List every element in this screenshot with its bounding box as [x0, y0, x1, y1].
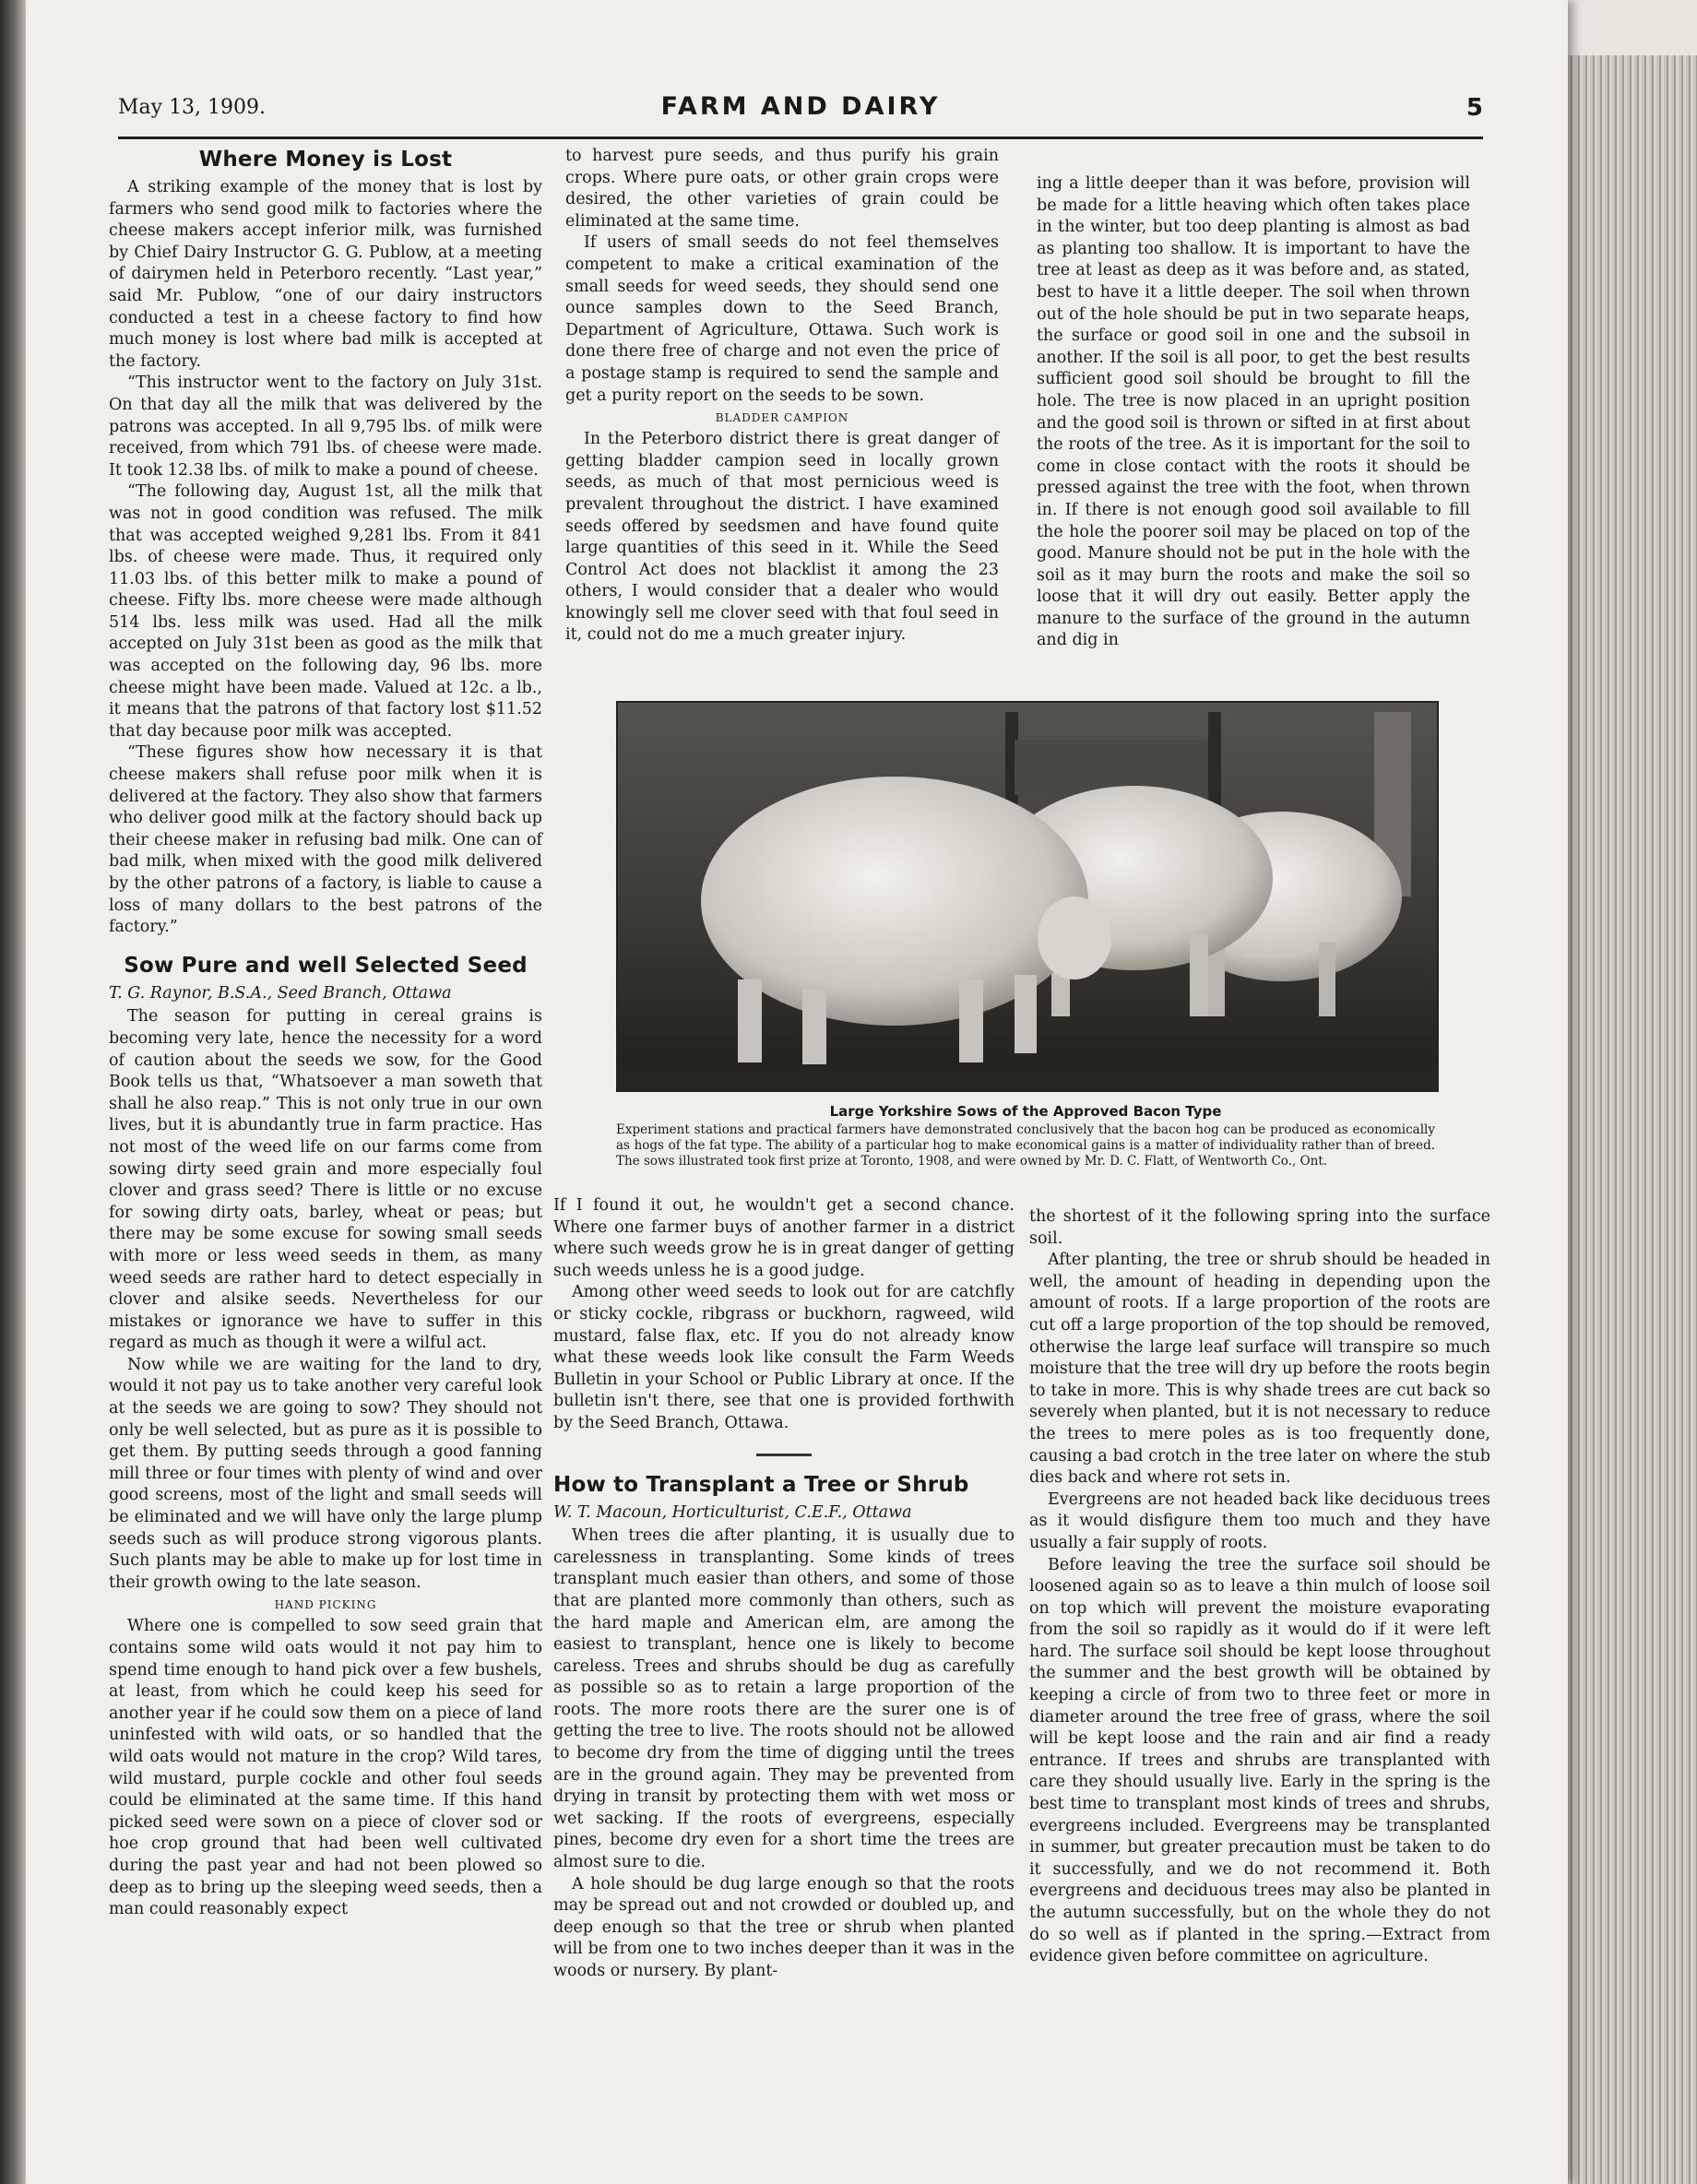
photo-illustration: [618, 703, 1437, 1090]
yorkshire-sows-photo: [616, 701, 1439, 1092]
paragraph: ing a little deeper than it was before, provision will be made for a little heaving which often takes place in the winter, but too deep planting is almost as bad as planting too shallow. It is important to have the tree at least as deep as it was before and, as stated, best to have it a little deeper. The soil when thrown out of the hole should be put in two separate heaps, the surface or good soil in one and the subsoil in another. If the soil is all poor, to get the best results sufficient good soil should be brought to fill the hole. The tree is now placed in an upright position and the good soil is thrown or sifted in at first about the roots of the tree. As it is important for the soil to come in close contact with the roots it should be pressed against the tree with the foot, when thrown in. If there is not enough good soil available to fill the hole the poorer soil may be placed on top of the good. Manure should not be put in the hole with the soil as it may burn the roots and make the soil so loose that it will dry out easily. Better apply the manure to the surface of the ground in the autumn and dig in: [1037, 174, 1470, 650]
paragraph: “This instructor went to the factory on July 31st. On that day all the milk that was delivered by the patrons was accepted. In all 9,795 lbs. of milk were received, from which 791 lbs. of cheese were made. It took 12.38 lbs. of milk to make a pound of cheese.: [109, 374, 542, 480]
paragraph: the shortest of it the following spring into the surface soil.: [1029, 1207, 1490, 1248]
paragraph: After planting, the tree or shrub should be headed in well, the amount of heading in depending upon the amount of roots. If a large proportion of the roots are cut off a large proportion of the top should be removed, otherwise the large leaf surface will transpire so much moisture that the tree will dry up before the roots begin to take in more. This is why shade trees are cut back so severely when planted, but it is not necessary to reduce the trees to mere poles as is too frequently done, causing a bad crotch in the tree later on where the stub dies back and where rot sets in.: [1029, 1251, 1490, 1488]
page-header: [118, 92, 1483, 139]
paragraph: Among other weed seeds to look out for are catchfly or sticky cockle, ribgrass or buckhorn, ragweed, wild mustard, false flax, etc. If you do not already know what these weeds look like consult the Farm Weeds Bulletin in your School or Public Library at once. If the bulletin isn't there, see that one is provided forthwith by the Seed Branch, Ottawa.: [553, 1283, 1015, 1432]
paragraph: Evergreens are not headed back like deciduous trees as it would disfigure them too much and they have usually a fair supply of roots.: [1029, 1490, 1490, 1552]
column-3-top: [1037, 173, 1470, 652]
caption-title: Large Yorkshire Sows of the Approved Bacon Type: [829, 1103, 1222, 1120]
paragraph: The season for putting in cereal grains is becoming very late, hence the necessity for a word of caution about the seeds we sow, for the Good Book tells us that, “Whatsoever a man soweth that shall he also reap.” This is not only true in our own lives, but it is abundantly true in farm practice. Has not most of the weed life on our farms come from sowing dirty seed grain and more especially foul clover and grass seed? There is little or no excuse for sowing dirty oats, barley, wheat or peas; but there may be some excuse for sowing small seeds with more or less weed seeds in them, as many weed seeds are rather hard to detect especially in clover and alsike seeds. Nevertheless for our mistakes or ignorance we have to suffer in this regard as much as though it were a wilful act.: [109, 1007, 542, 1353]
subhead-hand-picking: HAND PICKING: [274, 1598, 377, 1612]
paragraph: A striking example of the money that is lost by farmers who send good milk to factories where the cheese makers accept inferior milk, was furnished by Chief Dairy Instructor G. G. Publow, at a meeting of dairymen held in Peterboro recently. “Last year,” said Mr. Publow, “one of our dairy instructors conducted a test in a cheese factory to find how much money is lost where bad milk is accepted at the factory.: [109, 178, 542, 371]
byline: T. G. Raynor, B.S.A., Seed Branch, Ottawa: [109, 983, 452, 1003]
subhead-bladder-campion: BLADDER CAMPION: [715, 411, 849, 425]
column-1: [109, 146, 542, 1921]
book-spine: [0, 0, 28, 2184]
paragraph: Now while we are waiting for the land to dry, would it not pay us to take another very careful look at the seeds we are going to sow? They should not only be well selected, but as pure as it is possible to get them. By putting seeds through a good fanning mill three or four times with plenty of wind and over good screens, most of the light and small seeds will be eliminated and we will have only the large plump seeds such as will produce strong vigorous plants. Such plants may be able to make up for lost time in their growth owing to the late season.: [109, 1355, 542, 1592]
page-number: 5: [1466, 94, 1483, 122]
paragraph: A hole should be dug large enough so that the roots may be spread out and not crowded or doubled up, and deep enough so that the tree or shrub when planted will be from one to two inches deeper than it was in the woods or nursery. By plant-: [553, 1874, 1015, 1980]
column-2-top: [565, 146, 999, 647]
section-rule: [756, 1454, 812, 1456]
paragraph: Before leaving the tree the surface soil should be loosened again so as to leave a thin mulch of loose soil on top which will prevent the moisture evaporating from the soil so rapidly as it would do if it were left hard. The surface soil should be kept loose throughout the summer and the best growth will be obtained by keeping a circle of from two to three feet or more in diameter around the tree free of grass, where the soil will be kept loose and the rain and air find a ready entrance. If trees and shrubs are transplanted with care they should usually live. Early in the spring is the best time to transplant most kinds of trees and shrubs, evergreens included. Evergreens may be transplanted in summer, but greater precaution must be taken to do it successfully, and we do not recommend it. Both evergreens and deciduous trees may also be planted in the autumn successfully, but on the whole they do not do so well as if planted in the spring.—Extract from evidence given before committee on agriculture.: [1029, 1555, 1490, 1966]
column-3-bottom: [1029, 1206, 1490, 1968]
issue-date: May 13, 1909.: [118, 96, 267, 119]
newspaper-page: [26, 0, 1568, 2184]
photo-caption: [616, 1103, 1435, 1169]
page-edges: [1568, 55, 1697, 2184]
paragraph: “These figures show how necessary it is that cheese makers shall refuse poor milk when it is delivered at the factory. They also show that farmers who deliver good milk at the factory should back up their cheese maker in refusing bad milk. One can of bad milk, when mixed with the good milk delivered by the other patrons of a factory, is liable to cause a loss of many dollars to the best patrons of the factory.”: [109, 743, 542, 937]
article-title-transplant-tree: How to Transplant a Tree or Shrub: [553, 1472, 969, 1497]
paragraph: to harvest pure seeds, and thus purify his grain crops. Where pure oats, or other grain crops were desired, the other varieties of grain could be eliminated at the same time.: [565, 147, 999, 231]
paragraph: If users of small seeds do not feel themselves competent to make a critical examination of the small seeds for weed seeds, they should send one ounce samples down to the Seed Branch, Department of Agriculture, Ottawa. Such work is done there free of charge and not even the price of a postage stamp is required to send the sample and get a purity report on the seeds to be sown.: [565, 233, 999, 405]
article-title-sow-pure-seed: Sow Pure and well Selected Seed: [124, 953, 528, 978]
paragraph: If I found it out, he wouldn't get a second chance. Where one farmer buys of another farmer in a district where such weeds grow he is in great danger of getting such weeds unless he is a good judge.: [553, 1196, 1015, 1280]
paragraph: “The following day, August 1st, all the milk that was not in good condition was refused. The milk that was accepted weighed 9,281 lbs. From it 841 lbs. of cheese were made. Thus, it required only 11.03 lbs. of this better milk to make a pound of cheese. Fifty lbs. more cheese were made although 514 lbs. less milk was used. Had all the milk accepted on July 31st been as good as the milk that was accepted on the following day, 96 lbs. more cheese might have been made. Valued at 12c. a lb., it means that the patrons of that factory lost $11.52 that day because poor milk was accepted.: [109, 482, 542, 741]
byline: W. T. Macoun, Horticulturist, C.E.F., Ottawa: [553, 1502, 912, 1522]
paragraph: Where one is compelled to sow seed grain that contains some wild oats would it not pay him to spend time enough to hand pick over a few bushels, at least, from which he could keep his seed for another year if he could sow them on a piece of land uninfested with wild oats, or so handled that the wild oats would not mature in the crop? Wild tares, wild mustard, purple cockle and other foul seeds could be eliminated at the same time. If this hand picked seed were sown on a piece of clover sod or hoe crop ground that had been well cultivated during the past year and had not been plowed so deep as to bring up the sleeping weed seeds, then a man could reasonably expect: [109, 1617, 542, 1919]
article-title-where-money-is-lost: Where Money is Lost: [198, 148, 453, 172]
masthead: FARM AND DAIRY: [660, 92, 941, 121]
paragraph: In the Peterboro district there is great danger of getting bladder campion seed in locally grown seeds, as much of that most pernicious weed is prevalent throughout the district. I have examined seeds offered by seedsmen and have found quite large quantities of this seed in it. While the Seed Control Act does not blacklist it among the 23 others, I would consider that a dealer who would knowingly sell me clover seed with that foul seed in it, could not do me a much greater injury.: [565, 430, 999, 645]
caption-text: Experiment stations and practical farmers have demonstrated conclusively that the bacon hog can be produced as economically as hogs of the fat type. The ability of a particular hog to make economical gains is a matter of individuality rather than of breed. The sows illustrated took first prize at Toronto, 1908, and were owned by Mr. D. C. Flatt, of Wentworth Co., Ont.: [616, 1122, 1435, 1169]
column-2-bottom: [553, 1195, 1015, 1983]
paragraph: When trees die after planting, it is usually due to carelessness in transplanting. Some kinds of trees transplant much easier than others, and some of those that are planted more commonly than others, such as the hard maple and American elm, are among the easiest to transplant, hence one is likely to become careless. Trees and shrubs should be dug as carefully as possible so as to retain a large proportion of the roots. The more roots there are the surer one is of getting the tree to live. The roots should not be allowed to become dry from the time of digging until the trees are in the ground again. They may be prevented from drying in transit by protecting them with wet moss or wet sacking. If the roots of evergreens, especially pines, become dry even for a short time the trees are almost sure to die.: [553, 1526, 1015, 1872]
